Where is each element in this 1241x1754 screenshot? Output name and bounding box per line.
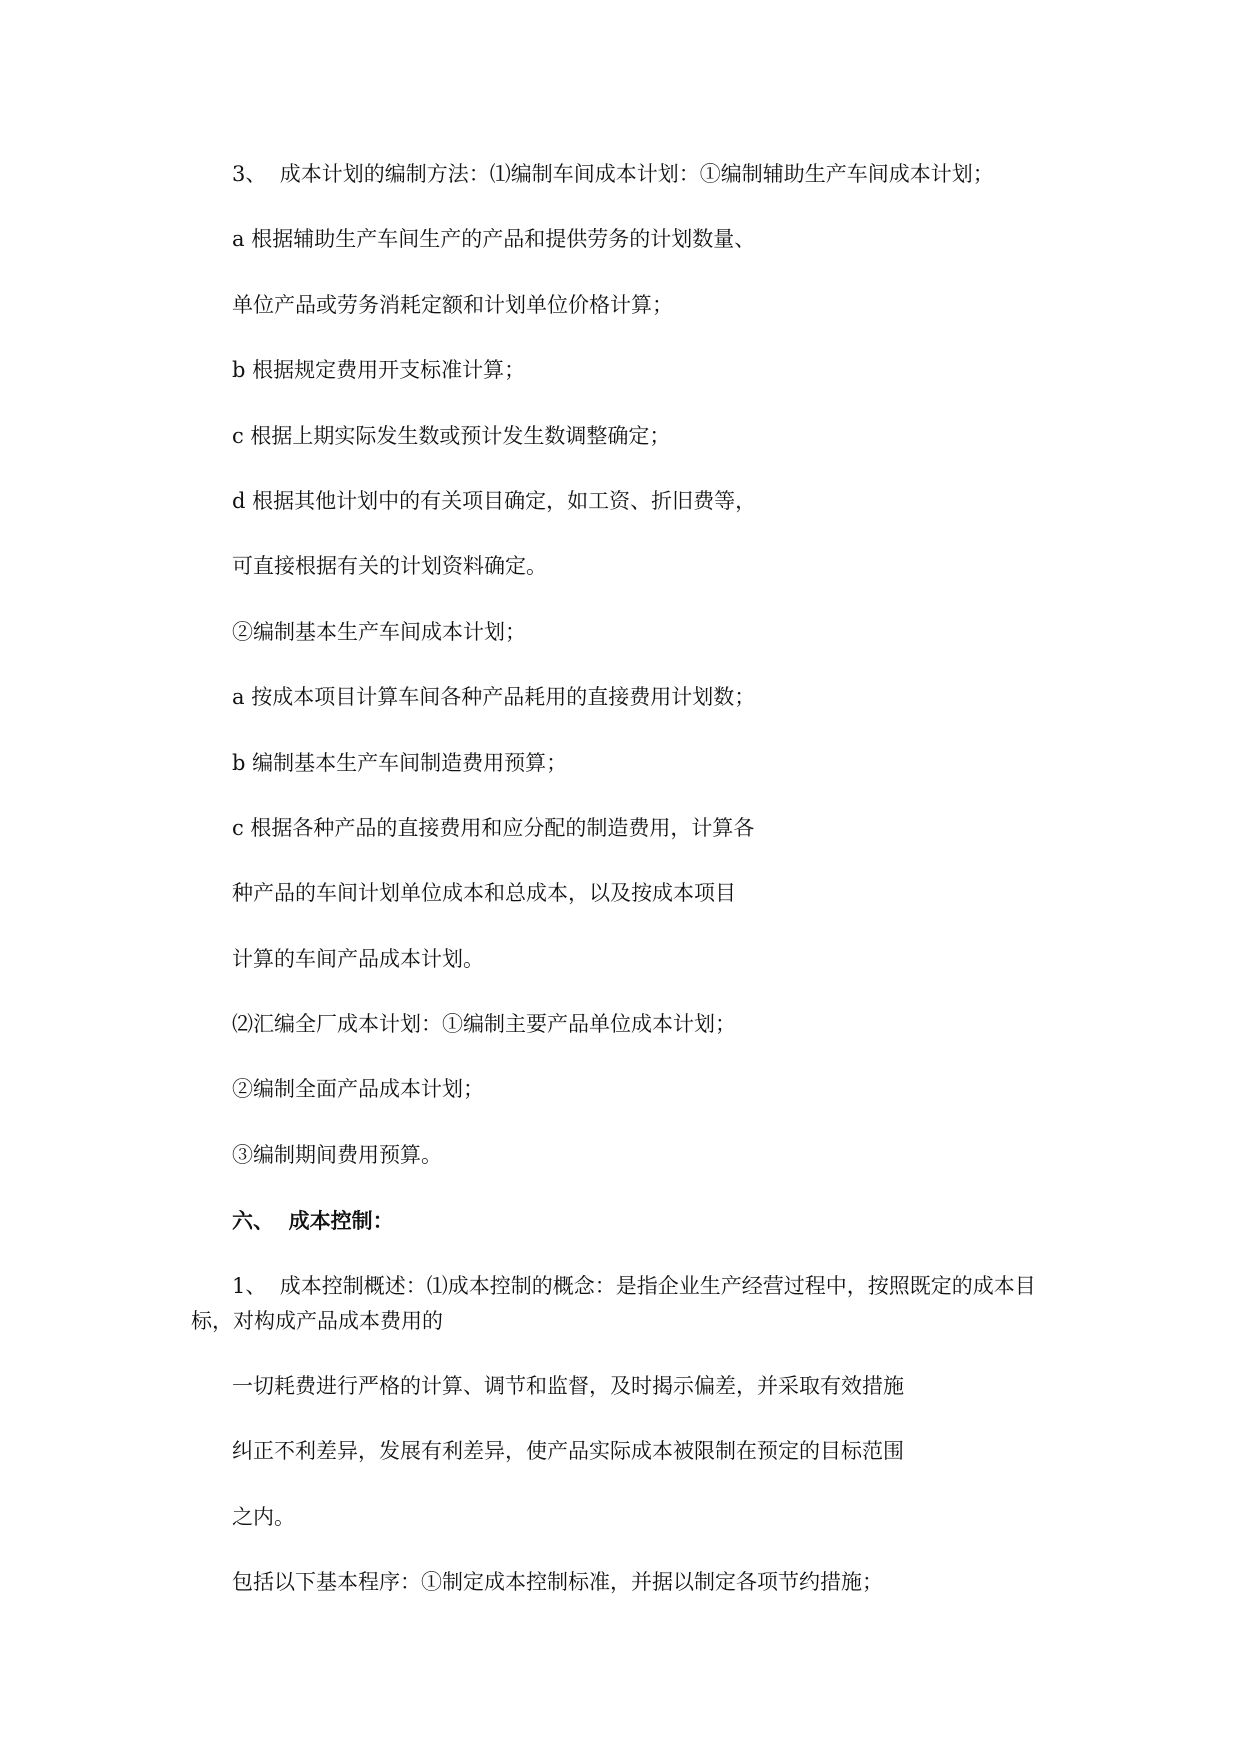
text-line: 一切耗费进行严格的计算、调节和监督，及时揭示偏差，并采取有效措施 [232, 1374, 904, 1399]
text-line: b 编制基本生产车间制造费用预算； [232, 750, 568, 775]
text-line: c 根据各种产品的直接费用和应分配的制造费用，计算各 [232, 815, 755, 840]
paragraph [191, 680, 1241, 715]
text-line: d 根据其他计划中的有关项目确定，如工资、折旧费等， [232, 488, 757, 513]
paragraph [191, 1072, 1241, 1107]
paragraph [191, 419, 1241, 454]
paragraph [191, 549, 1241, 584]
text-line: 可直接根据有关的计划资料确定。 [232, 554, 547, 579]
text-line: ②编制全面产品成本计划； [232, 1077, 484, 1102]
section-heading [191, 1203, 1241, 1238]
paragraph [191, 1565, 1241, 1600]
paragraph [191, 1369, 1241, 1404]
paragraph [191, 484, 1241, 519]
text-line: c 根据上期实际发生数或预计发生数调整确定； [232, 423, 671, 448]
text-line: ③编制期间费用预算。 [232, 1142, 442, 1167]
paragraph [191, 353, 1241, 388]
paragraph [191, 157, 1241, 192]
paragraph [191, 1434, 1241, 1469]
paragraph [191, 1138, 1241, 1173]
text-line-continued: 标，对构成产品成本费用的 [191, 1308, 443, 1333]
paragraph [191, 746, 1241, 781]
text-line: 单位产品或劳务消耗定额和计划单位价格计算； [232, 292, 673, 317]
text-line: a 根据辅助生产车间生产的产品和提供劳务的计划数量、 [232, 227, 756, 252]
paragraph [191, 1007, 1241, 1042]
heading-text: 六、 成本控制： [232, 1208, 394, 1234]
text-line: 种产品的车间计划单位成本和总成本，以及按成本项目 [232, 881, 736, 906]
text-line: 计算的车间产品成本计划。 [232, 946, 484, 971]
paragraph [191, 942, 1241, 977]
paragraph [191, 288, 1241, 323]
paragraph [191, 222, 1241, 257]
text-line: ②编制基本生产车间成本计划； [232, 619, 526, 644]
text-line: 之内。 [232, 1504, 295, 1529]
text-line: a 按成本项目计算车间各种产品耗用的直接费用计划数； [232, 685, 756, 710]
paragraph [191, 811, 1241, 846]
text-line: 包括以下基本程序：①制定成本控制标准，并据以制定各项节约措施； [232, 1570, 883, 1595]
paragraph [191, 1500, 1241, 1535]
text-line: 3、 成本计划的编制方法：⑴编制车间成本计划：①编制辅助生产车间成本计划； [232, 162, 994, 186]
paragraph [191, 876, 1241, 911]
text-line: b 根据规定费用开支标准计算； [232, 358, 526, 383]
text-line: 纠正不利差异，发展有利差异，使产品实际成本被限制在预定的目标范围 [232, 1439, 904, 1464]
paragraph [191, 1269, 1241, 1339]
text-line: ⑵汇编全厂成本计划：①编制主要产品单位成本计划； [232, 1012, 736, 1037]
paragraph [191, 615, 1241, 650]
text-line: 1、 成本控制概述：⑴成本控制的概念：是指企业生产经营过程中，按照既定的成本目 [232, 1273, 1036, 1298]
